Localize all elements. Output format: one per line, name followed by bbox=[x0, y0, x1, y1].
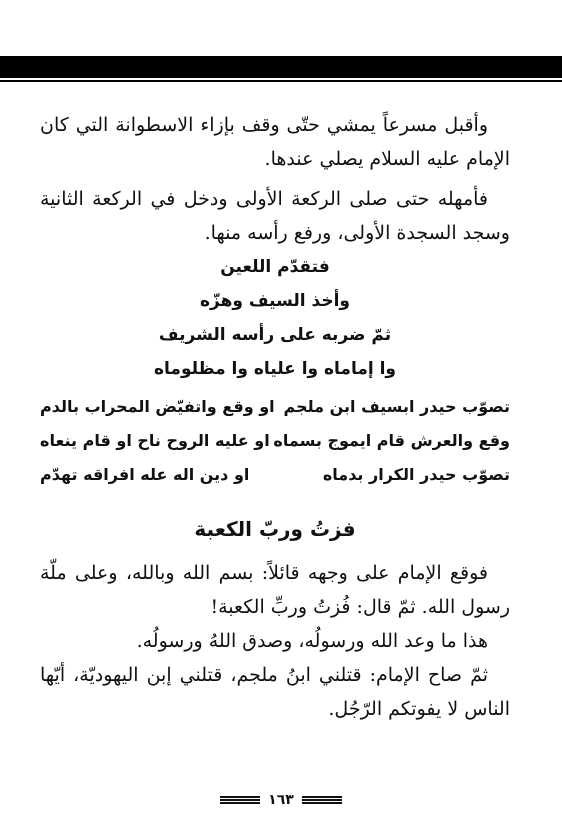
page-number: ١٦٣ bbox=[268, 792, 294, 808]
footer-rule-left bbox=[220, 796, 260, 804]
center-line-3: ثمّ ضربه على رأسه الشريف bbox=[158, 325, 392, 345]
center-line-2: وأخذ السيف وهزّه bbox=[200, 291, 350, 311]
poem-hemistich-right: تصوّب حيدر ابسيف ابن ملجم bbox=[283, 397, 510, 416]
section-heading: فزتُ وربّ الكعبة bbox=[194, 517, 356, 541]
header-bar bbox=[0, 56, 562, 78]
footer-rule-right bbox=[302, 796, 342, 804]
paragraph-2: فأمهله حتى صلى الركعة الأولى ودخل في الركعة الثانية وسجد السجدة الأولى، ورفع رأسه منها. bbox=[40, 188, 510, 244]
page-footer bbox=[0, 792, 562, 808]
poem-hemistich-right: تصوّب حيدر الكرار بدماه bbox=[322, 465, 510, 484]
paragraph-1: وأقبل مسرعاً يمشي حتّى وقف بإزاء الاسطوانة التي كان الإمام عليه السلام يصلي عندها. bbox=[40, 114, 510, 170]
section-paragraph-3: ثمّ صاح الإمام: قتلني ابنُ ملجم، قتلني إبن اليهوديّة، أيّها الناس لا يفوتكم الرّجُل. bbox=[40, 664, 510, 720]
poem-verse-2 bbox=[40, 424, 510, 458]
poem-verse-1 bbox=[40, 390, 510, 424]
page-content bbox=[40, 108, 510, 726]
poem-hemistich-left: او وقع واتفيّض المحراب بالدم bbox=[40, 397, 275, 416]
poem-hemistich-right: وقع والعرش قام ايموج بسماه bbox=[273, 431, 510, 450]
poem-verse-3 bbox=[40, 458, 510, 492]
section-paragraph-2: هذا ما وعد الله ورسولُه، وصدق اللهُ ورسولُه. bbox=[136, 630, 488, 652]
poem-hemistich-left: او عليه الروح ناح او قام ينعاه bbox=[40, 431, 270, 450]
center-line-4: وا إماماه وا علياه وا مظلوماه bbox=[154, 359, 396, 379]
header-rule bbox=[0, 80, 562, 82]
poem-hemistich-left: او دين اله عله افراقه تهدّم bbox=[40, 465, 250, 484]
center-line-1: فتقدّم اللعين bbox=[220, 257, 330, 277]
poem bbox=[40, 390, 510, 492]
section-paragraph-1: فوقع الإمام على وجهه قائلاً: بسم الله وبالله، وعلى ملّة رسول الله. ثمّ قال: فُزتُ وربِّ الكعبة! bbox=[40, 562, 510, 618]
